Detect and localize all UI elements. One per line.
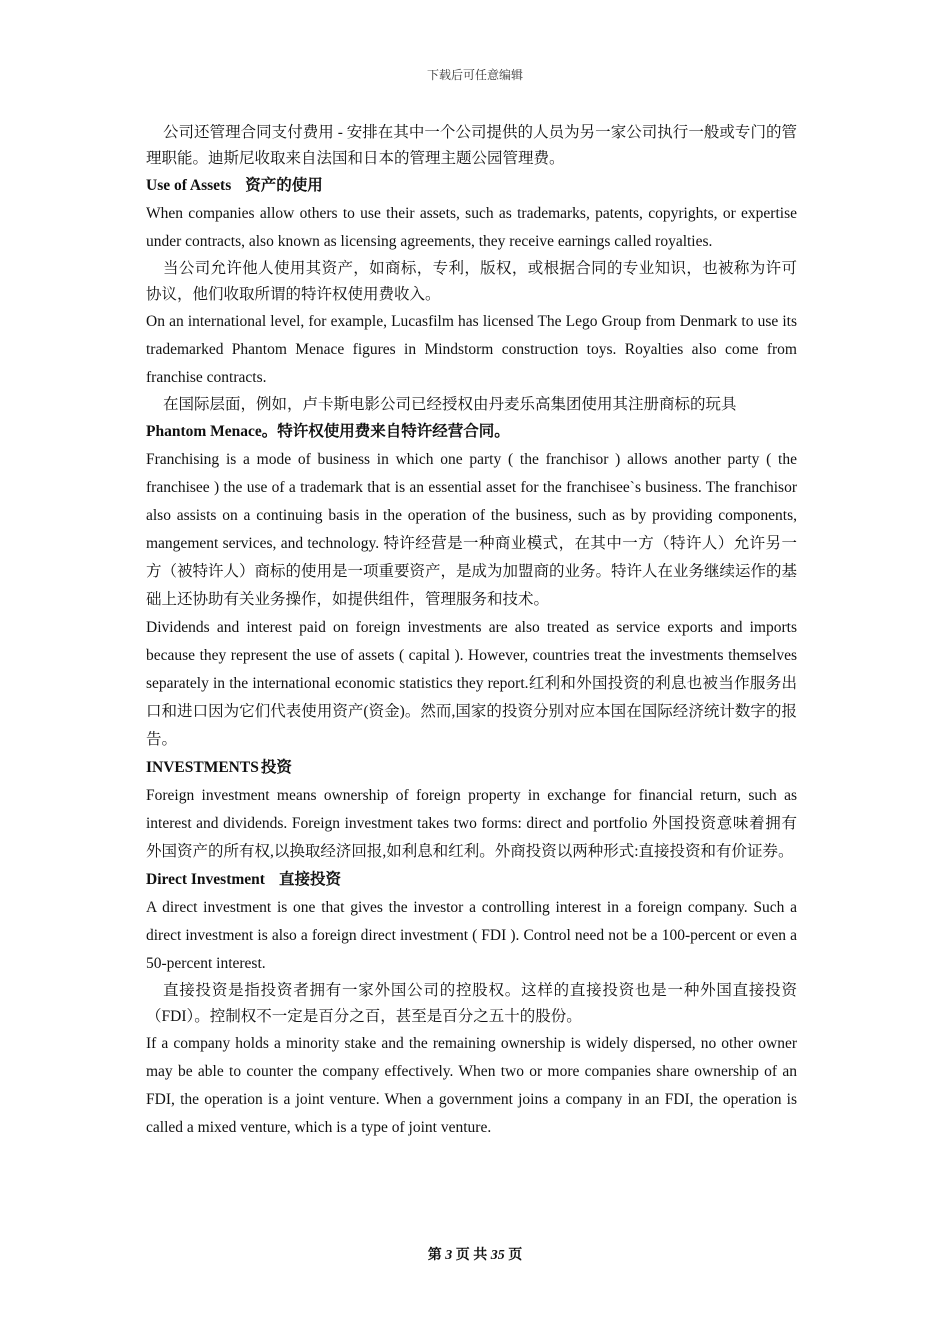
heading-use-of-assets — [146, 172, 797, 200]
current-page-number: 3 — [445, 1248, 453, 1263]
heading-use-of-assets-en: Use of Assets — [146, 177, 232, 194]
paragraph-franchising-cn: 特许经营是一种商业模式，在其中一方（特许人）允许另一方（被特许人）商标的使用是一项重要资产，是成为加盟商的业务。特许人在业务继续运作的基础上还协助有关业务操作，如提供组件，管理服务和技术。 — [146, 535, 798, 608]
paragraph-royalties-en: When companies allow others to use their assets, such as trademarks, patents, copyrights, or expertise under contracts, also known as licensing agreements, they receive earnings called royalties. — [146, 205, 797, 250]
paragraph-phantom-menace: Phantom Menace。特许权使用费来自特许经营合同。 — [146, 423, 510, 440]
heading-direct-investment — [146, 866, 797, 894]
paragraph-joint-venture-en: If a company holds a minority stake and the remaining ownership is widely dispersed, no other owner may be able to counter the company effectively. When two or more companies share ownership of an FDI, the operation is a joint venture. When a government joins a company in an FDI, the operation is called a mixed venture, which is a type of joint venture. — [146, 1035, 797, 1136]
heading-investments-en: INVESTMENTS — [146, 759, 259, 776]
paragraph-direct-investment-cn: 直接投资是指投资者拥有一家外国公司的控股权。这样的直接投资也是一种外国直接投资（FDI）。控制权不一定是百分之百，甚至是百分之五十的股份。 — [146, 982, 797, 1025]
paragraph-dividends-en: Dividends and interest paid on foreign investments are also treated as service exports and imports because they represent the use of assets ( capital ). However, countries treat the investments themselves separately in the international economic statistics they report. — [146, 619, 797, 692]
total-page-count: 35 — [490, 1248, 505, 1263]
page-header: 下载后可任意编辑 — [426, 68, 523, 82]
paragraph-foreign-investment — [146, 782, 797, 866]
footer-suffix: 页 — [504, 1248, 523, 1263]
heading-investments-cn: 投资 — [260, 759, 292, 776]
document-body — [146, 120, 797, 1142]
paragraph-dividends-cn: 红利和外国投资的利息也被当作服务出口和进口因为它们代表使用资产(资金)。然而,国家的投资分别对应本国在国际经济统计数字的报告。 — [146, 675, 797, 748]
heading-direct-investment-cn: 直接投资 — [278, 871, 341, 888]
page-footer — [0, 1244, 950, 1264]
paragraph-royalties-cn: 当公司允许他人使用其资产，如商标，专利，版权，或根据合同的专业知识，也被称为许可协议，他们收取所谓的特许权使用费收入。 — [146, 260, 797, 303]
footer-middle: 页 共 — [452, 1248, 491, 1263]
paragraph-management-fees-cn: 公司还管理合同支付费用 - 安排在其中一个公司提供的人员为另一家公司执行一般或专门的管理职能。迪斯尼收取来自法国和日本的管理主题公园管理费。 — [146, 124, 797, 167]
paragraph-foreign-investment-en: Foreign investment means ownership of foreign property in exchange for financial return, such as interest and dividends. Foreign investment takes two forms: direct and portfolio — [146, 787, 797, 832]
paragraph-franchising-en: Franchising is a mode of business in which one party ( the franchisor ) allows another party ( the franchisee ) the use of a trademark that is an essential asset for the franchisee`s business. The franchisor also assists on a continuing basis in the operation of the business, such as by providing components, mangement services, and technology. — [146, 451, 797, 552]
heading-direct-investment-en: Direct Investment — [146, 871, 265, 888]
heading-investments — [146, 754, 797, 782]
paragraph-lucasfilm-en: On an international level, for example, Lucasfilm has licensed The Lego Group from Denmark to use its trademarked Phantom Menace figures in Mindstorm construction toys. Royalties also come from franchise contracts. — [146, 313, 797, 386]
paragraph-foreign-investment-cn: 外国投资意味着拥有外国资产的所有权,以换取经济回报,如利息和红利。外商投资以两种形式:直接投资和有价证券。 — [146, 815, 797, 860]
paragraph-franchising — [146, 446, 797, 614]
footer-prefix: 第 — [427, 1248, 446, 1263]
paragraph-dividends — [146, 614, 797, 754]
paragraph-direct-investment-en: A direct investment is one that gives the investor a controlling interest in a foreign company. Such a direct investment is also a foreign direct investment ( FDI ). Control need not be a 100-percent or even a 50-percent interest. — [146, 899, 797, 972]
heading-use-of-assets-cn: 资产的使用 — [245, 177, 323, 194]
paragraph-lucasfilm-cn: 在国际层面，例如，卢卡斯电影公司已经授权由丹麦乐高集团使用其注册商标的玩具 — [163, 396, 737, 413]
